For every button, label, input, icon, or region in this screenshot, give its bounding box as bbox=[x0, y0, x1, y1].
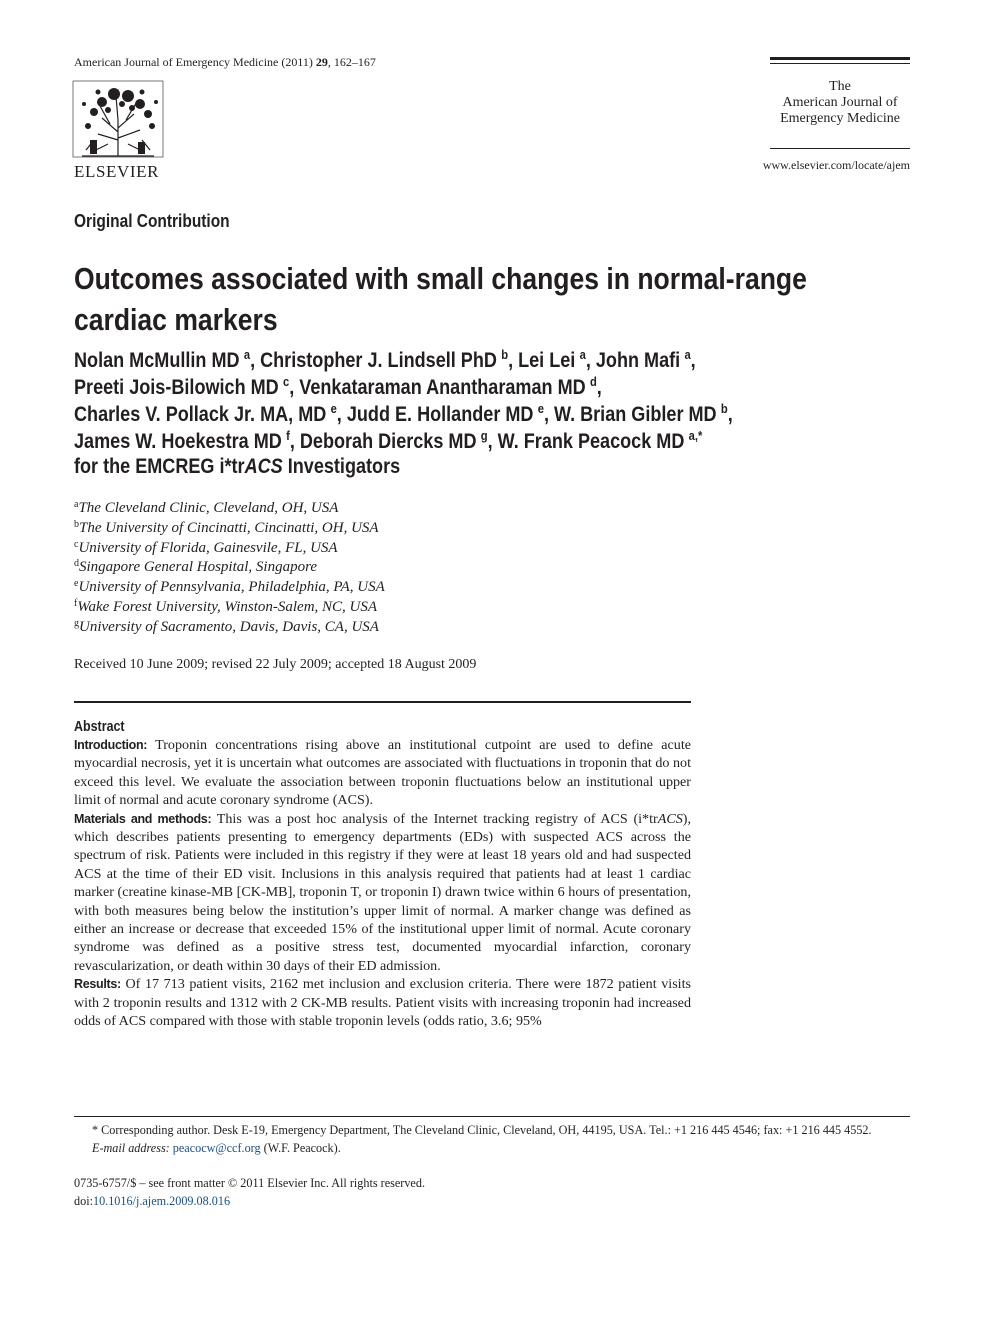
title-line: cardiac markers bbox=[74, 302, 278, 337]
email-link[interactable]: peacocw@ccf.org bbox=[172, 1141, 261, 1155]
author-name: Nolan McMullin MD bbox=[74, 349, 240, 372]
article-title bbox=[74, 258, 807, 340]
author-affiliation-mark: a bbox=[684, 347, 691, 362]
journal-masthead bbox=[770, 79, 910, 127]
author-affiliation-mark: e bbox=[537, 401, 544, 416]
masthead-line: American Journal of bbox=[782, 95, 898, 110]
author-line: Nolan McMullin MD $^a$, Christopher J. Lindsell PhD $^b$, Lei Lei $^a$, John Mafi $^a$, bbox=[74, 347, 696, 372]
abstract-introduction: Introduction: Troponin concentrations rising above an institutional cutpoint are used to define acute myocardial necrosis, yet it is uncertain what outcomes are associated with fluctuations in troponin that do not exceed this level. We evaluate the association between troponin fluctuations below an institutional upper limit of normal and acute coronary syndrome (ACS). bbox=[74, 737, 691, 809]
author-affiliation-mark: b bbox=[720, 401, 728, 416]
author-name: W. Brian Gibler MD bbox=[554, 403, 717, 426]
author-name: Judd E. Hollander MD bbox=[346, 403, 534, 426]
affiliation: $^g$University of Sacramento, Davis, Davis, CA, USA bbox=[74, 617, 379, 635]
journal-citation: American Journal of Emergency Medicine (2011) 29, 162–167 bbox=[74, 55, 376, 69]
abstract-results: Results: Of 17 713 patient visits, 2162 met inclusion and exclusion criteria. There were 1872 patient visits with 2 troponin results and 1312 with 2 CK-MB results. Patient visits with increasing troponin had increased odds of ACS compared with those with stable troponin levels (odds ratio, 3.6; 95% bbox=[74, 976, 691, 1030]
affiliation: $^c$University of Florida, Gainesvile, FL, USA bbox=[74, 538, 338, 556]
masthead-rule bbox=[770, 63, 910, 64]
abstract-methods: Materials and methods: This was a post hoc analysis of the Internet tracking registry of ACS (i*trACS), which describes patients presenting to emergency departments (EDs) with suspected ACS across the spectrum of risk. Patients were included in this registry if they were at least 18 years old and had suspected ACS at the time of their ED visit. Inclusions in this analysis required that patients had at least 1 cardiac marker (creatine kinase-MB [CK-MB], troponin T, or troponin I) drawn twice within 6 hours of presentation, with both measures being below the institution’s upper limit of normal. A marker change was defined as either an increase or decrease that exceeded 15% of the institutional upper limit of normal. Acute coronary syndrome was defined as a positive stress test, documented myocardial infarction, coronary revascularization, or death within 30 days of their ED admission. bbox=[74, 810, 691, 974]
article-type: Original Contribution bbox=[74, 211, 230, 231]
masthead-line: Emergency Medicine bbox=[780, 111, 900, 126]
author-affiliation-mark: a bbox=[579, 347, 586, 362]
author-line: Preeti Jois-Bilowich MD $^c$, Venkataraman Anantharaman MD $^d$, bbox=[74, 374, 602, 399]
masthead-rule bbox=[770, 148, 910, 149]
author-affiliation-mark: g bbox=[480, 428, 488, 443]
journal-url-link[interactable]: www.elsevier.com/locate/ajem bbox=[762, 158, 910, 172]
author-affiliation-mark: f bbox=[286, 428, 290, 443]
author-name: Christopher J. Lindsell PhD bbox=[260, 349, 497, 372]
affiliation: $^d$Singapore General Hospital, Singapore bbox=[74, 558, 318, 576]
affiliation: $^a$The Cleveland Clinic, Cleveland, OH, USA bbox=[74, 499, 339, 516]
author-group: for the EMCREG i*trACS Investigators bbox=[74, 455, 401, 478]
author-affiliation-mark: a bbox=[243, 347, 251, 362]
copyright-notice: 0735-6757/$ – see front matter © 2011 Elsevier Inc. All rights reserved. doi:10.1016/j.ajem.2009.08.016 bbox=[74, 1176, 425, 1208]
publisher-name: ELSEVIER bbox=[74, 162, 160, 181]
author-affiliation-mark: e bbox=[330, 401, 337, 416]
author-name: John Mafi bbox=[595, 349, 681, 372]
author-name: Lei Lei bbox=[518, 349, 576, 372]
author-line: Charles V. Pollack Jr. MA, MD $^e$, Judd E. Hollander MD $^e$, W. Brian Gibler MD $^b$, bbox=[74, 401, 733, 426]
abstract-heading: Abstract bbox=[74, 719, 125, 735]
title-line: Outcomes associated with small changes in normal-range bbox=[74, 261, 807, 296]
author-affiliation-mark: c bbox=[283, 374, 290, 389]
author-affiliation-mark: b bbox=[501, 347, 509, 362]
corresponding-author-footnote: * Corresponding author. Desk E-19, Emergency Department, The Cleveland Clinic, Cleveland, OH, 44195, USA. Tel.: +1 216 445 4546; fax: +1 216 445 4552. E-mail address: peacocw@ccf.org (W.F. Peacock). bbox=[92, 1123, 872, 1155]
received-dates: Received 10 June 2009; revised 22 July 2009; accepted 18 August 2009 bbox=[74, 657, 477, 672]
abstract-body bbox=[74, 736, 691, 1031]
author-name: W. Frank Peacock MD bbox=[497, 430, 685, 453]
masthead-line: The bbox=[829, 79, 851, 94]
author-affiliation-mark: a,* bbox=[688, 428, 703, 443]
doi-link[interactable]: 10.1016/j.ajem.2009.08.016 bbox=[92, 1194, 231, 1208]
author-line: James W. Hoekestra MD $^f$, Deborah Diercks MD $^g$, W. Frank Peacock MD $^{a,*}$ bbox=[74, 428, 703, 453]
footnote-rule bbox=[74, 1116, 910, 1117]
affiliation: $^f$Wake Forest University, Winston-Salem, NC, USA bbox=[74, 598, 378, 615]
author-name: Preeti Jois-Bilowich MD bbox=[74, 376, 279, 399]
author-name: Charles V. Pollack Jr. MA, MD bbox=[74, 403, 327, 426]
affiliation: $^e$University of Pennsylvania, Philadelphia, PA, USA bbox=[74, 578, 385, 596]
masthead-rule bbox=[770, 57, 910, 60]
abstract-rule bbox=[74, 701, 691, 703]
author-name: Venkataraman Anantharaman MD bbox=[299, 376, 586, 399]
author-name: James W. Hoekestra MD bbox=[74, 430, 282, 453]
affiliation: $^b$The University of Cincinatti, Cincinatti, OH, USA bbox=[74, 518, 379, 536]
author-name: Deborah Diercks MD bbox=[299, 430, 477, 453]
author-affiliation-mark: d bbox=[589, 374, 597, 389]
